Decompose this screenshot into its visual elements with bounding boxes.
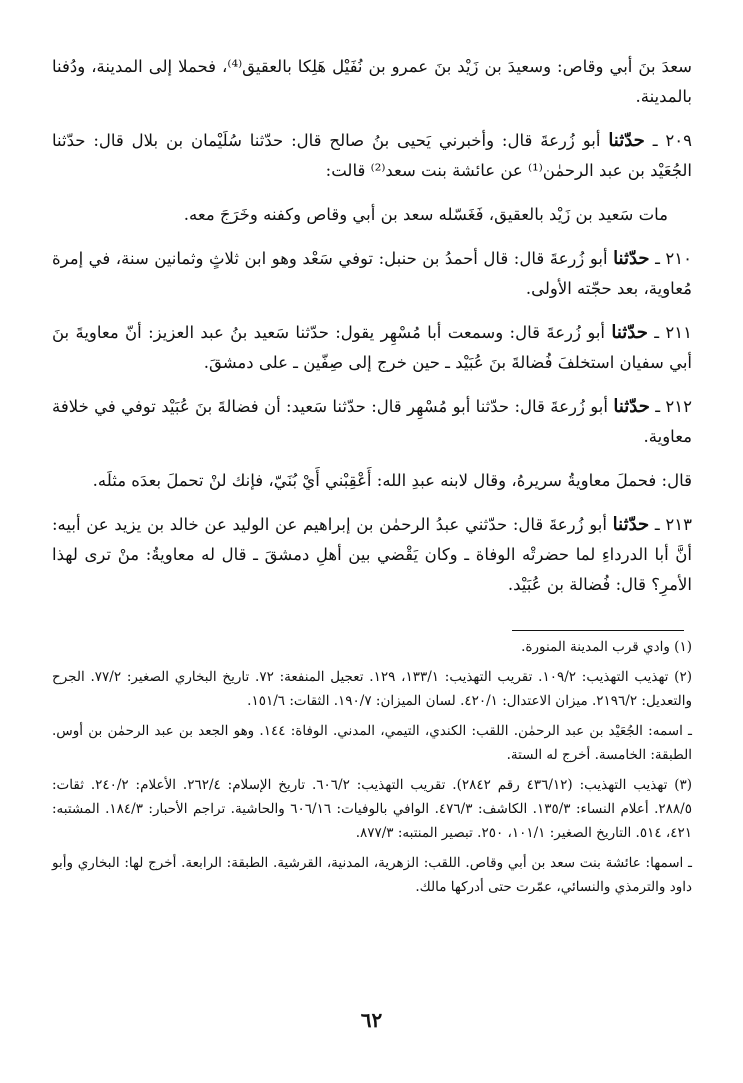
hadith-heading: حدّثنا	[613, 248, 650, 269]
hadith-number: ٢١٣ ـ	[654, 515, 692, 534]
hadith-number: ٢٠٩ ـ	[652, 131, 692, 150]
hadith-number: ٢١٢ ـ	[655, 397, 692, 416]
paragraph-212-continued: قال: فحملَ معاويةُ سريرهُ، وقال لابنه عبدِ الله: أَعْقِبْني أَيْ بُنَيّ، فإنك لنْ تحملَ بعدَه مثلَه.	[92, 471, 692, 490]
hadith-text: أبو زُرعةَ قال: حدّثني عبدُ الرحمٰن بن إبراهيم عن الوليد عن خالد بن يزيد عن أبيه: أنَّ أبا الدرداءِ لما حضرتْه الوفاة ـ وكان يَقْضي بين أهلِ دمشقَ ـ قال له معاويةُ: منْ ترى لهذا الأمرِ؟ قال: فُضالة بن عُبَيْد.	[52, 515, 692, 594]
paragraph-212	[52, 392, 692, 452]
page-number: ٦٢	[360, 1008, 383, 1032]
hadith-text: أبو زُرعةَ قال: وأخبرني يَحيى بنُ صالح قال: حدّثنا سُلَيْمان بن بلال قال: حدّثنا الجُعَيْد بن عبد الرحمٰن⁽¹⁾ عن عائشة بنت سعد⁽²⁾ قالت:	[52, 131, 692, 180]
hadith-heading: حدّثنا	[608, 130, 645, 151]
footnote-3: (٣) تهذيب التهذيب: (٤٣٦/١٢ رقم ٢٨٤٢). تقريب التهذيب: ٦٠٦/٢. تاريخ الإسلام: ٢٦٢/٤. الأعلام: ٢٤٠/٢. ثقات: ٢٨٨/٥. أعلام النساء: ١٣٥/٣. الكاشف: ٤٧٦/٣. الوافي بالوفيات: ٦٠٦/١٦ والحاشية. تراجم الأحبار: ١٨٤/٣. المشتبه: ٤٢١، ٥١٤. التاريخ الصغير: ١٠١/١، ٢٥٠. تبصير المنتبه: ٨٧٧/٣.	[52, 777, 693, 841]
hadith-heading: حدّثنا	[613, 396, 650, 417]
hadith-heading: حدّثنا	[611, 322, 648, 343]
hadith-number: ٢١٠ ـ	[655, 249, 692, 268]
paragraph-209-quote: مات سَعيد بن زَيْد بالعقيق، فَغَسّله سعد بن أبي وقاص وكفنه وخَرَجَ معه.	[183, 205, 668, 224]
hadith-text: أبو زُرعةَ قال: قال أحمدُ بن حنبل: توفي سَعْد وهو ابن ثلاثٍ وثمانين سنة، في إمرة مُعاوية، بعد حجّته الأولى.	[52, 249, 692, 298]
footnotes	[52, 635, 692, 899]
paragraph-213	[52, 510, 692, 600]
hadith-number: ٢١١ ـ	[654, 323, 692, 342]
footnote-divider	[512, 630, 684, 631]
hadith-text: أبو زُرعةَ قال: حدّثنا أبو مُسْهِر قال: حدّثنا سَعيد: أن فضالةَ بنَ عُبَيْد توفي في خلافة معاوية.	[52, 397, 692, 446]
paragraph-210	[52, 244, 692, 304]
paragraph-intro: سعدَ بنَ أبي وقاص: وسعيدَ بن زَيْد بنَ عمرو بن نُفَيْل هَلِكا بالعقيق⁽⁴⁾، فحملا إلى المدينة، ودُفنا بالمدينة.	[52, 57, 692, 106]
page-content	[52, 52, 692, 899]
footnote-2-biography: ـ اسمه: الجُعَيْد بن عبد الرحمٰن. اللقب: الكندي، التيمي، المدني. الوفاة: ١٤٤. وهو الجعد بن عبد الرحمٰن بن أوس. الطبقة: الخامسة. أخرج له الستة.	[52, 723, 692, 763]
main-text	[52, 52, 692, 600]
footnote-3-biography: ـ اسمها: عائشة بنت سعد بن أبي وقاص. اللقب: الزهرية، المدنية، القرشية. الطبقة: الرابعة. أخرج لها: البخاري وأبو داود والترمذي والنسائي، عمّرت حتى أدركها مالك.	[52, 855, 693, 895]
hadith-text: أبو زُرعةَ قال: وسمعت أبا مُسْهِر يقول: حدّثنا سَعيد بنُ عبد العزيز: أنّ معاويةَ بنَ أبي سفيان استخلفَ فُضالةَ بنَ عُبَيْد ـ حين خرج إلى صِفّين ـ على دمشقَ.	[52, 323, 692, 372]
footnote-2: (٢) تهذيب التهذيب: ١٠٩/٢. تقريب التهذيب: ١٣٣/١، ١٢٩. تعجيل المنفعة: ٧٢. تاريخ البخاري الصغير: ٧٧/٢. الجرح والتعديل: ٢١٩٦/٢. ميزان الاعتدال: ٤٢٠/١. لسان الميزان: ١٩٠/٧. الثقات: ١٥١/٦.	[52, 669, 692, 709]
footnote-1: (١) وادي قرب المدينة المنورة.	[521, 639, 692, 655]
hadith-heading: حدّثنا	[612, 514, 650, 535]
paragraph-211	[52, 318, 692, 378]
paragraph-209	[52, 126, 692, 186]
